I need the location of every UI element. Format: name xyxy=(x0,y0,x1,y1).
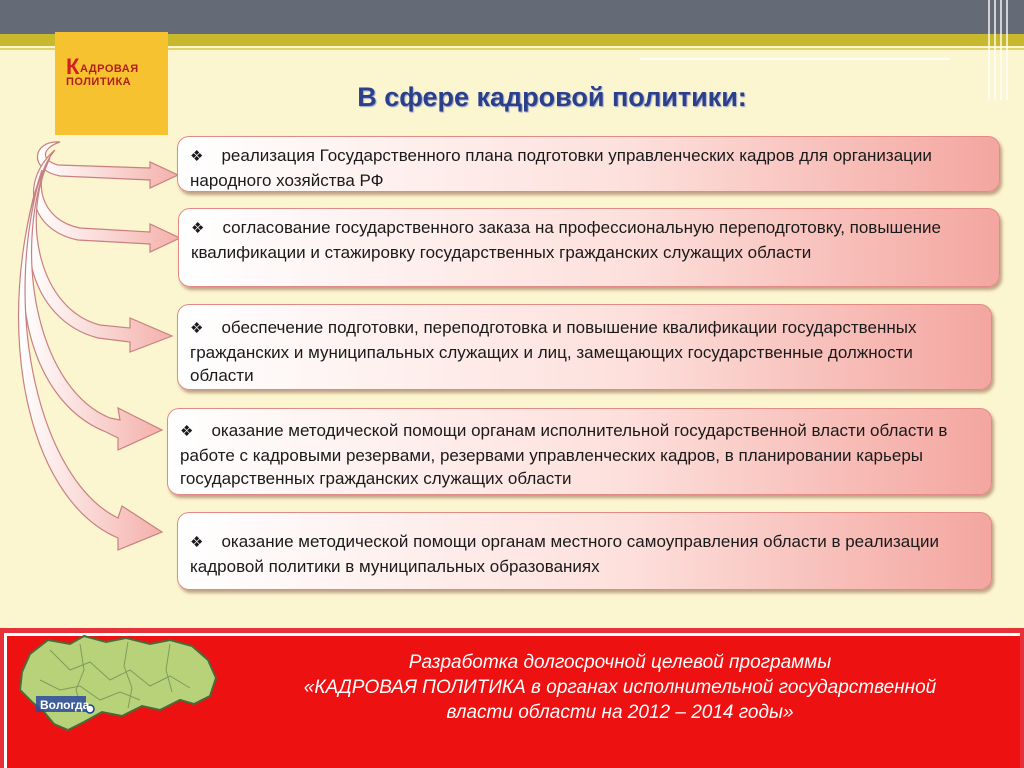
item-card-4 xyxy=(167,408,992,495)
item-text-4: оказание методической помощи органам исполнительной государственной власти области в работе с кадровыми резервами, резервами управленческих кадров, в планировании карьеры государственных гражданских служащих области xyxy=(180,421,948,488)
item-card-1 xyxy=(177,136,1000,192)
slide-title: В сфере кадровой политики: xyxy=(357,82,747,112)
curved-arrows xyxy=(0,120,190,560)
footer-line-2: «КАДРОВАЯ ПОЛИТИКА в органах исполнительной государственной xyxy=(303,677,937,698)
item-card-2 xyxy=(178,208,1000,287)
logo-line1: АДРОВАЯ xyxy=(79,63,139,75)
map-outline xyxy=(20,636,216,730)
logo-big-letter: К xyxy=(66,54,80,79)
item-text-2: согласование государственного заказа на профессиональную переподготовку, повышение квалификации и стажировку государственных гражданских служащих области xyxy=(191,218,941,262)
item-text-3: обеспечение подготовки, переподготовка и повышение квалификации государственных гражданских и муниципальных служащих и лиц, замещающих государственные должности области xyxy=(190,318,917,385)
bullet-icon: ❖ xyxy=(190,534,204,551)
bullet-icon: ❖ xyxy=(190,320,204,337)
arrow-1 xyxy=(37,142,178,188)
item-text-5: оказание методической помощи органам местного самоуправления области в реализации кадровой политики в муниципальных образованиях xyxy=(190,532,939,576)
item-card-3 xyxy=(177,304,992,390)
thin-line-2 xyxy=(640,58,950,60)
footer-line-1: Разработка долгосрочной целевой программы xyxy=(408,652,832,673)
footer-text xyxy=(205,650,1024,725)
bullet-icon: ❖ xyxy=(180,423,194,440)
region-map xyxy=(10,630,225,742)
item-text-1: реализация Государственного плана подготовки управленческих кадров для организации народного хозяйства РФ xyxy=(190,146,932,190)
map-city-label: Вологда xyxy=(40,698,90,712)
bullet-icon: ❖ xyxy=(191,220,205,237)
top-bar xyxy=(0,0,1024,34)
logo-line2: ПОЛИТИКА xyxy=(66,76,132,88)
item-card-5 xyxy=(177,512,992,590)
bullet-icon: ❖ xyxy=(190,148,204,165)
footer-line-3: власти области на 2012 – 2014 годы» xyxy=(446,702,794,723)
